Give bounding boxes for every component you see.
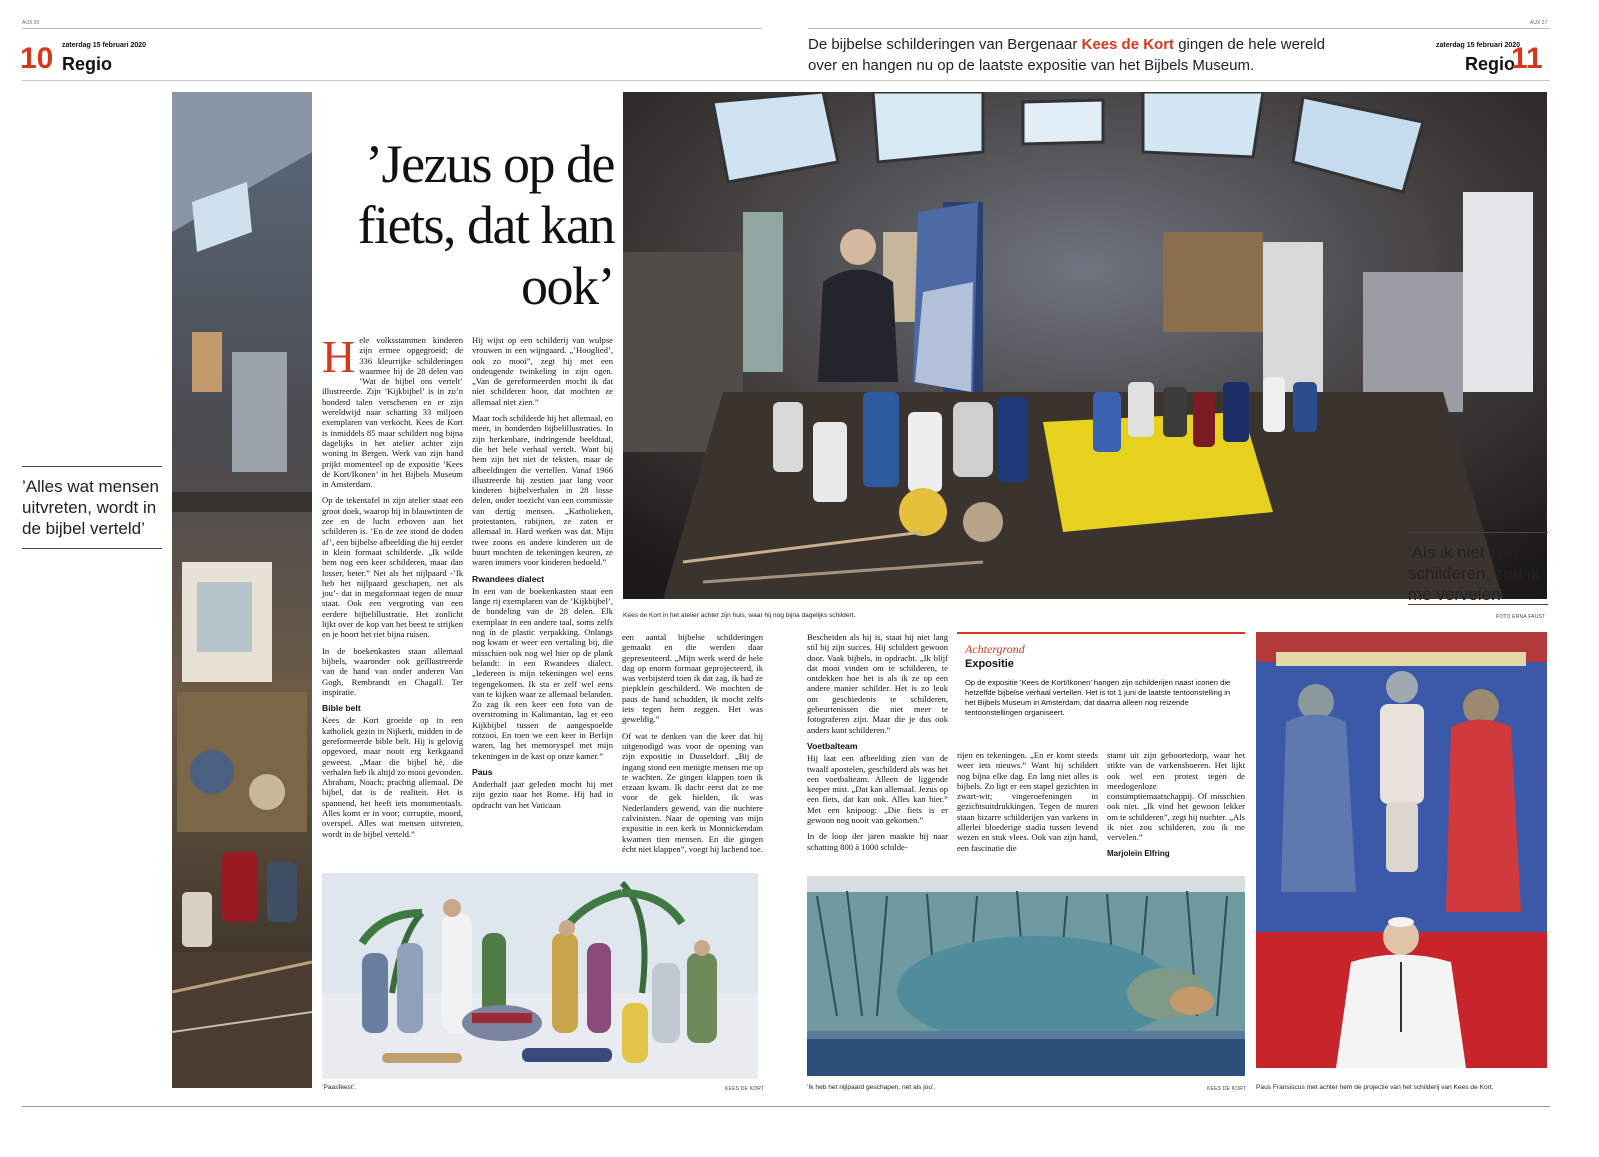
sidebar-text: Op de expositie ’Kees de Kort/Ikonen’ hangen zijn schilderijen naast iconen die hetzelfde bijbelse verhaal vertellen. Het is tot 1 juni de laatste tentoonstelling in het Bijbels Museum in Amsterdam, dat daarna alleen nog reizende tentoonstellingen organiseert. <box>965 678 1231 717</box>
article-column-5: rijen en tekeningen. „En er komt steeds weer iets nieuws.” Want hij schildert nog bijna elke dag. En lang niet alles is bijbels. Zo ligt er een stapel gezichten in zwart-wit; vingeroefeningen in gezichtsuitdrukkingen. Tegen de muren staan bizarre schilderijen van varkens in allerlei bloederige stadia tussen levend wezen en stuk vlees. Ook van zijn hand, een fascinatie die <box>957 750 1098 853</box>
studio-photo-left <box>172 92 312 1088</box>
paus-photo <box>1256 632 1547 1068</box>
intro-name: Kees de Kort <box>1081 36 1175 53</box>
caption-main-photo: Kees de Kort in het atelier achter zijn huis, waar hij nog bijna dagelijks schildert. <box>623 612 856 619</box>
sidebar-expositie <box>957 632 1245 742</box>
page-number-right: 11 <box>1511 42 1543 75</box>
headline: ’Jezus op de fiets, dat kan ook’ <box>357 134 614 316</box>
caption-nijlpaard: ’Ik heb het nijlpaard geschapen, net als jou’. <box>807 1084 936 1091</box>
article-column-3: een aantal bijbelse schilderingen gemaakt en die werden daar gepresenteerd. „Mijn werk werd de hele dag op enorm formaat geprojecteerd, ik was verbijsterd toen ik dat zag, ik had ze piepklein geschilderd. We mochten de paus de hand schudden, ik mocht zelfs iets tegen hem zeggen. Het was geweldig.” Of wat te denken van die keer dat hij uitgenodigd was voor de opening van zijn expositie in Dusseldorf. „Bij de ingang stond een menigte mensen me op te wachten. Ze gingen klappen toen ik erzaan kwam. Ik dacht eerst dat ze me voor de gek hielden, ik was Nederlanders gewend, van die nuchtere calvinisten. Naar de opening van mijn expositie in een kerk in Monnickendam kwamen tien mensen. En die gingen écht niet klappen”, voegt hij lachend toe. <box>622 632 763 854</box>
page-label-left: AUX 20 <box>22 20 40 26</box>
main-studio-photo <box>623 92 1547 599</box>
intro-text: De bijbelse schilderingen van Bergenaar Kees de Kort gingen de hele wereld over en hangen nu op de laatste expositie van het Bijbels Museum. <box>808 36 1325 74</box>
subheading-paus: Paus <box>472 766 493 777</box>
page-label-right: AUX 27 <box>1530 20 1548 26</box>
pullquote-right: ’Als ik niet zou schilderen, zou ik me vervelen’ <box>1408 543 1540 604</box>
credit-nijlpaard: KEES DE KORT <box>1207 1086 1247 1092</box>
dropcap: H <box>322 331 356 382</box>
paasfeest-painting <box>322 873 758 1079</box>
caption-paasfeest: ’Paasfeest’. <box>322 1084 357 1091</box>
subheading-voetbalteam: Voetbalteam <box>807 740 858 751</box>
section-right: Regio <box>1465 54 1516 74</box>
section-left: Regio <box>62 54 113 74</box>
page-number-left: 10 <box>20 42 54 75</box>
date-left: zaterdag 15 februari 2020 <box>62 42 147 49</box>
byline: Marjolein Elfring <box>1107 848 1170 858</box>
nijlpaard-painting <box>807 876 1245 1076</box>
subheading-rwandees-dialect: Rwandees dialect <box>472 573 545 584</box>
article-column-1: Hele volksstammen kinderen zijn ermee opgegroeid; de 336 kleurrijke schilderingen waarmee hij de 28 delen van ’Wat de bijbel ons vertelt’ illustreerde. Zijn ’Kijkbijbel’ is in zo’n honderd talen verschenen en er zijn wereldwijd naar schatting 33 miljoen exemplaren van verkocht. Kees de Kort is inmiddels 85 maar schildert nog bijna dagelijks in het atelier achter zijn woning in Bergen. Werk van zijn hand prijkt momenteel op de expositie ’Kees de Kort/Ikonen’ in het Bijbels Museum in Amsterdam. Op de tekentafel in zijn atelier staat een groot doek, waarop hij in blauwtinten de zee en de lucht erboven aan het schilderen is. ’En de zee stond de doden af’, een bijbelse afbeelding die hij eerder in klein formaat schilderde. „Ik wilde hem nog een keer schilderen, maar dan losser, beter.” Net als het nijlpaard -’Ik heb het nijlpaard geschapen, net als jou’- dat in megaformaat tegen de muur staat. Ook een vergroting van een eerdere bijbelillustratie. Het zonlicht lijkt over de kop van het beest te strijken en je hoort het riet bijna ruisen. In de boekenkasten staan allemaal bijbels, waaronder ook geïllustreerde van de hand van onder anderen Van Gogh, Rembrandt en Chagall. Ter inspiratie. Bible belt Kees de Kort groeide op in een katholiek gezin in Nijkerk, midden in de gereformeerde bible belt. Hij is gelovig opgevoed, maar nooit erg kerkgaand geweest. „Maar die bijbel hè, die verhalen heb ik altijd zo mooi gevonden. Abraham, Noach; prachtig allemaal. De bijbel, dat is de realiteit. Het is spannend, het heeft iets monumentaals. Alles komt er in voor; corruptie, moord, overspel. Alles wat mensen uitvreten, wordt in de bijbel verteld.” <box>322 331 464 839</box>
caption-paus: Paus Fransiscus met achter hem de projectie van het schilderij van Kees de Kort. <box>1256 1084 1494 1091</box>
article-column-4: Bescheiden als hij is, staat hij niet lang stil bij zijn succes. Hij schildert gewoon door. Vaak bijbels, in opdracht. „Ik blijf dat mooi vinden om te schilderen, te ontdekken hoe het is als ik ze op een andere manier schilder. Het is zo leuk om geschiedenis te schilderen, gebeurtenissen die niet meer te fotograferen zijn. Maar die je dus ook anders kunt schilderen.” Voetbalteam Hij laat een afbeelding zien van de twaalf apostelen, geschilderd als was het een voetbalteam. Alleen de liggende keeper mist. „Dat kan allemaal. Jezus op een fiets, dat kan ook. Alles kan hier.” Met een knipoog: „Die fiets is er gewoon nog nooit van gekomen.” In de loop der jaren maakte hij naar schatting 800 à 1000 schilde- <box>807 632 948 852</box>
article-column-2: Hij wijst op een schilderij van wulpse vrouwen in een wijngaard. „’Hooglied’, ook zo mooi”, zegt hij met een ondeugende twinkeling in zijn ogen. „Van de gereformeerden mocht ik dat niet schilderen hoor, dat mochten ze allemaal niet zien.” Maar toch schilderde hij het allemaal, en meer, in honderden bijbelillustraties. In zijn herkenbare, indringende beeldtaal, die het hele verhaal vertelt. Want bij hem zijn het niet de teksten, maar de afbeeldingen die vertellen. Vanaf 1966 illustreerde hij zestien jaar lang voor kinderen bijbelverhalen in 28 losse delen, onder toezicht van een commissie van dertig mensen. „Katholieken, protestanten, rabijnen, ze zaten er allemaal in. Hard werken was dat. Mijn twee zoons en andere kinderen uit de buurt mochten de tekeningen keuren, ze waren immers voor kinderen bedoeld.” Rwandees dialect In een van de boekenkasten staat een lange rij exemplaren van de ’Kijkbijbel’, de bundeling van de 28 delen. Elk exemplaar in een andere taal, soms zelfs nog in de plastic verpakking. Onlangs nog kwam er weer een vertaling bij, die misschien ook nog wel hier op de plank belandt: in een Rwandees dialect. „Iedereen is mijn tekeningen wel eens tegengekomen. Ik sta er zelf wel eens van te kijken waar ze allemaal belanden. Zo zag ik een keer een foto van de overstroming in Kalimantan, lag er een Kijkbijbel tussen de aangespoelde rotzooi. En toen we een keer in Berlijn waren, lag het memoryspel met mijn tekeningen in de kast op onze kamer.” Paus Anderhalf jaar geleden mocht hij met zijn gezin naar het Rome. Hij had in opdracht van het Vaticaan <box>472 335 613 810</box>
credit-paasfeest: KEES DE KORT <box>725 1086 765 1092</box>
credit-main-photo: FOTO ERNA FAUST <box>1496 614 1546 620</box>
article-column-6: stamt uit zijn geboortedorp, waar het stikte van de varkensboeren. Het lijkt ook wel een protest tegen de meedogenloze consumptiemaatschappij. Of misschien ook niet. „Ik vind het gewoon lekker om te schilderen”, zegt hij nuchter. „Als ik niet zou schilderen, zou ik me vervelen.” Marjolein Elfring <box>1107 750 1245 858</box>
subheading-bible-belt: Bible belt <box>322 703 361 714</box>
sidebar-title: Expositie <box>965 658 1014 670</box>
date-right: zaterdag 15 februari 2020 <box>1436 42 1521 49</box>
sidebar-kicker: Achtergrond <box>965 642 1025 656</box>
pullquote-left: ’Alles wat mensen uitvreten, wordt in de bijbel verteld’ <box>22 477 160 538</box>
